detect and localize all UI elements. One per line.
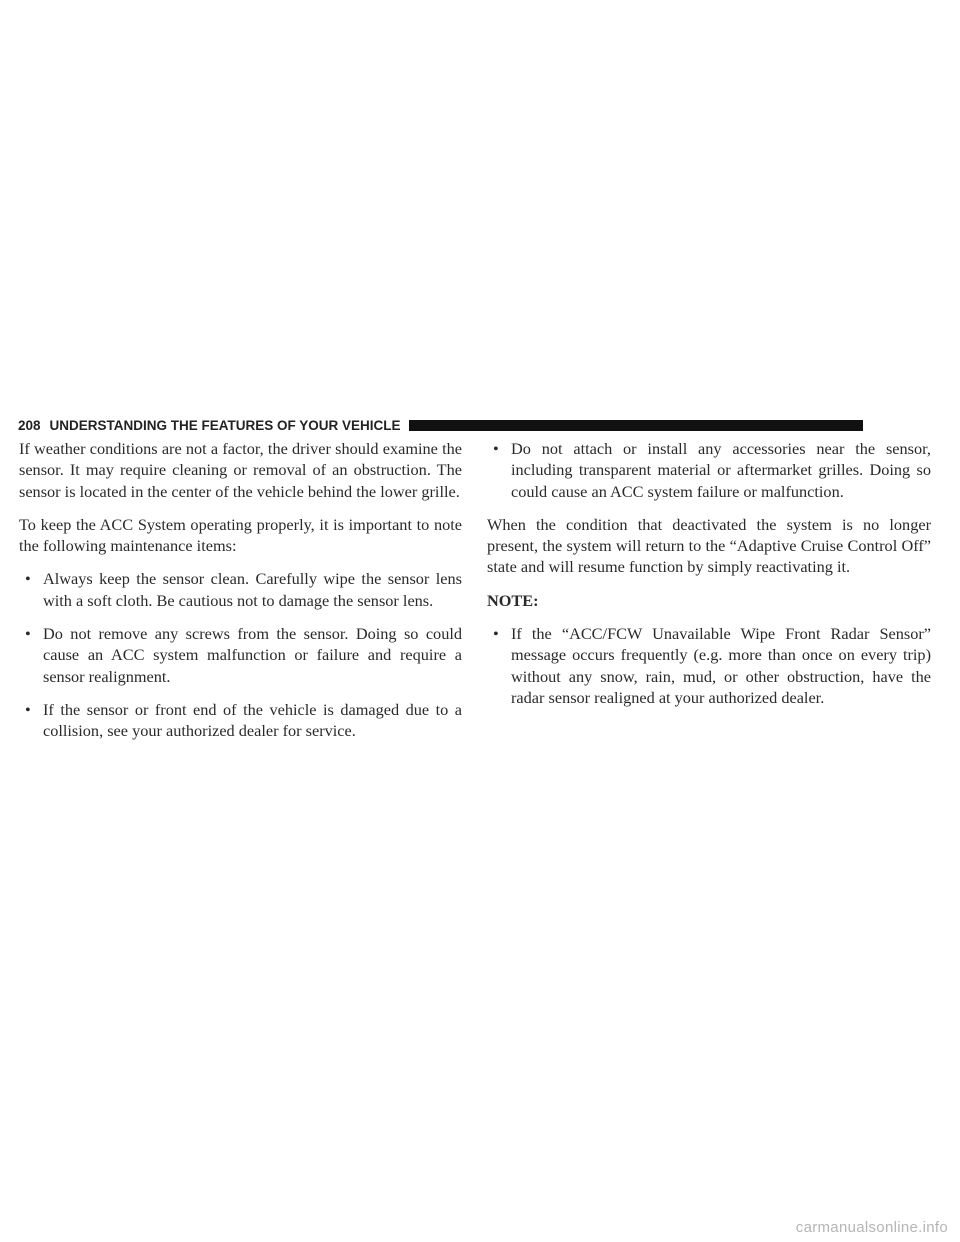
list-item-text: If the “ACC/FCW Unavailable Wipe Front Radar Sensor” message occurs frequently (e.g. more than once on every trip) without any snow, rain, mud, or other obstruction, have the radar sensor realigned at your authorized dealer. [511, 624, 931, 707]
accessories-list [487, 438, 931, 502]
watermark: carmanualsonline.info [795, 1219, 948, 1236]
list-item-text: Do not remove any screws from the sensor. Doing so could cause an ACC system malfunction or failure and require a sensor realignment. [43, 624, 462, 686]
bullet-icon: • [25, 569, 31, 589]
paragraph-weather: If weather conditions are not a factor, the driver should examine the sensor. It may require cleaning or removal of an obstruction. The sensor is located in the center of the vehicle behind the lower grille. [19, 439, 462, 501]
list-item [19, 568, 462, 611]
list-item-text: Always keep the sensor clean. Carefully wipe the sensor lens with a soft cloth. Be cautious not to damage the sensor lens. [43, 569, 462, 610]
list-item [487, 438, 931, 502]
left-column [19, 438, 462, 754]
list-item [487, 623, 931, 708]
bullet-icon: • [25, 624, 31, 644]
list-item-text: If the sensor or front end of the vehicle is damaged due to a collision, see your authorized dealer for service. [43, 699, 462, 741]
list-item [19, 699, 462, 742]
note-label: NOTE: [487, 590, 539, 610]
right-column [487, 438, 931, 720]
header-rule [409, 420, 863, 431]
note-list [487, 623, 931, 708]
maintenance-list [19, 568, 462, 741]
paragraph-maintenance-intro: To keep the ACC System operating properly, it is important to note the following maintenance items: [19, 514, 462, 556]
bullet-icon: • [493, 624, 499, 644]
paragraph-reactivation: When the condition that deactivated the system is no longer present, the system will return to the “Adaptive Cruise Control Off” state and will resume function by simply reactivating it. [487, 514, 931, 577]
page-number: 208 [18, 417, 41, 433]
page-header [18, 416, 863, 434]
bullet-icon: • [25, 699, 31, 719]
section-title: UNDERSTANDING THE FEATURES OF YOUR VEHICLE [49, 417, 401, 433]
list-item [19, 623, 462, 687]
bullet-icon: • [493, 439, 499, 458]
list-item-text: Do not attach or install any accessories near the sensor, including transparent material or aftermarket grilles. Doing so could cause an ACC system failure or malfunction. [511, 439, 931, 501]
